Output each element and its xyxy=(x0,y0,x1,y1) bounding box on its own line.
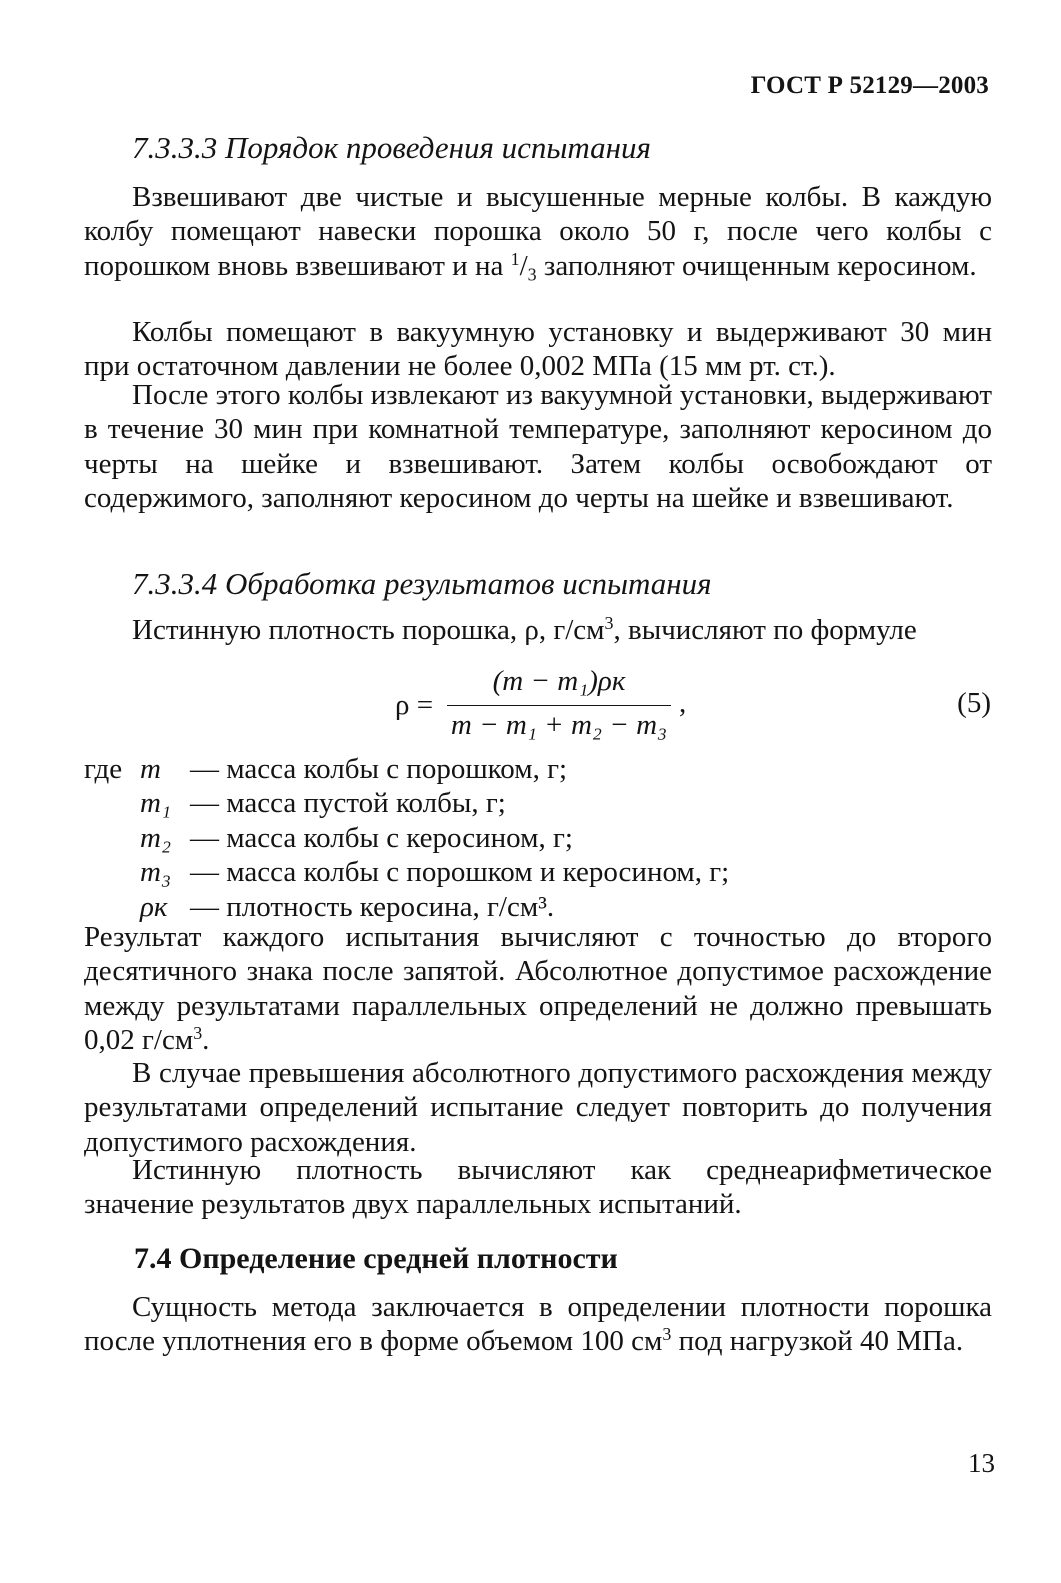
paragraph-density-intro xyxy=(84,613,992,647)
fraction-numerator: 1 xyxy=(510,248,520,269)
paragraph-accuracy xyxy=(84,920,992,1058)
formula-comma: , xyxy=(679,687,687,719)
section-7-4-title: 7.4 Определение средней плотности xyxy=(134,1242,618,1275)
paragraph-text: Истинную плотность порошка, ρ, г/см xyxy=(132,614,605,646)
standard-header: ГОСТ Р 52129—2003 xyxy=(750,72,989,99)
paragraph-vacuum: Колбы помещают в вакуумную установку и выдерживают 30 мин при остаточном давлении не более 0,002 МПа (15 мм рт. ст.). xyxy=(84,316,992,383)
unit-exponent: 3 xyxy=(662,1324,672,1345)
paragraph-text: заполняют очищенным керосином. xyxy=(536,249,977,282)
definition-symbol: m₃ xyxy=(140,856,172,889)
paragraph-average-density xyxy=(84,1290,992,1359)
paragraph-extraction: После этого колбы извлекают из вакуумной установки, выдерживают в течение 30 мин при комнатной температуре, заполняют керосином до черты на шейке и взвешивают. Затем колбы освобождают от содержимого, заполняют керосином до черты на шейке и взвешивают. xyxy=(84,379,992,515)
fraction-denominator: 3 xyxy=(527,264,537,285)
definition-text: — масса колбы с керосином, г; xyxy=(190,821,573,854)
formula-numerator: (m − m₁)ρк xyxy=(492,665,626,697)
fraction-bar xyxy=(447,705,671,706)
paragraph-text: Взвешивают две чистые и высушенные мерные колбы. В каждую колбу помещают навески порошка около 50 г, после чего колбы с порошком вновь взвешивают и на xyxy=(84,181,992,282)
paragraph-procedure-weighing: Взвешивают две чистые и высушенные мерные колбы. В каждую колбу помещают навески порошка около 50 г, после чего колбы с порошком вновь взвешивают и на $^1/_3$ заполняют очищенным керосином. xyxy=(84,181,992,285)
density-formula xyxy=(395,657,715,747)
definition-text: — масса пустой колбы, г; xyxy=(190,787,506,820)
definitions-prefix: где xyxy=(84,753,123,785)
paragraph-repeat-test: В случае превышения абсолютного допустимого расхождения между результатами определений испытание следует повторить до получения допустимого расхождения. xyxy=(84,1057,992,1158)
section-7-3-3-4-title: 7.3.3.4 Обработка результатов испытания xyxy=(132,566,712,601)
paragraph-text: Сущность метода заключается в определении плотности порошка после уплотнения его в форме объемом 100 см xyxy=(84,1291,992,1358)
section-7-3-3-3-title: 7.3.3.3 Порядок проведения испытания xyxy=(132,130,651,165)
definition-symbol: m xyxy=(140,753,161,785)
definition-text: — масса колбы с порошком и керосином, г; xyxy=(190,856,730,889)
definition-text: — плотность керосина, г/см³. xyxy=(190,890,555,923)
paragraph-text: под нагрузкой 40 МПа. xyxy=(671,1325,964,1358)
paragraph-text: . xyxy=(202,1024,210,1057)
page-number: 13 xyxy=(968,1448,995,1478)
unit-exponent: 3 xyxy=(193,1023,203,1044)
formula-denominator: m − m₁ + m₂ − m₃ xyxy=(450,709,668,741)
definition-symbol: ρк xyxy=(140,890,168,923)
paragraph-text: , вычисляют по формуле xyxy=(613,614,917,646)
definition-text: — масса колбы с порошком, г; xyxy=(190,753,568,785)
equation-number: (5) xyxy=(957,687,991,719)
formula-lhs: ρ = xyxy=(395,689,434,721)
definition-symbol: m₁ xyxy=(140,787,172,820)
paragraph-true-density: Истинную плотность вычисляют как среднеарифметическое значение результатов двух параллельных испытаний. xyxy=(84,1154,992,1221)
unit-exponent: 3 xyxy=(604,613,614,634)
definition-symbol: m₂ xyxy=(140,821,172,854)
paragraph-text: Результат каждого испытания вычисляют с точностью до второго десятичного знака после запятой. Абсолютное допустимое расхождение между результатами параллельных определений не должно превышать 0,02 г/см xyxy=(84,921,992,1057)
